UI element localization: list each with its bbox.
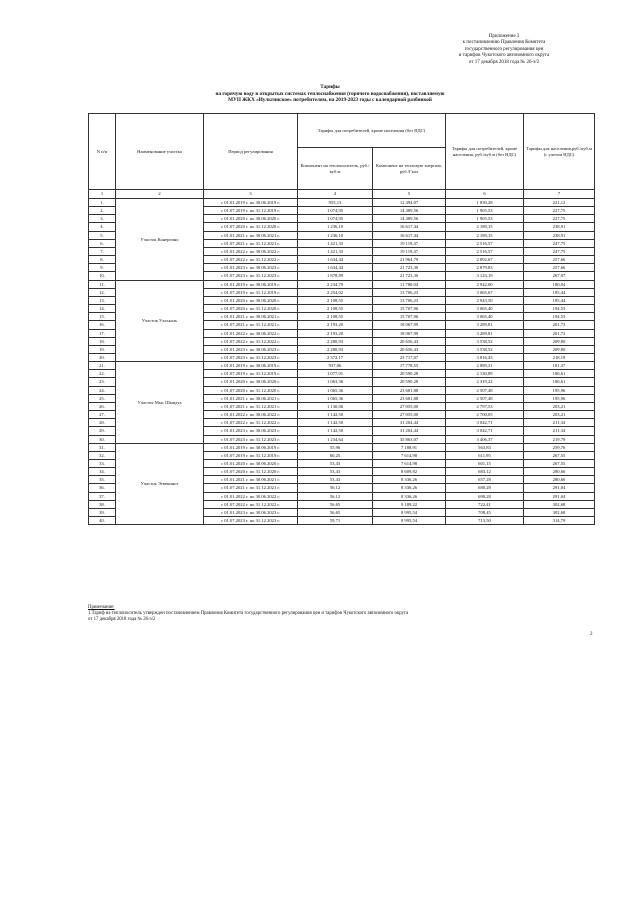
note-line: от 17 декабря 2018 года № 26-э/2 xyxy=(88,617,156,623)
carrier-value: 2 234,79 xyxy=(298,280,373,288)
row-number: 27. xyxy=(89,411,116,419)
tariff-other-value: 3 406,37 xyxy=(446,435,524,443)
tariff-other-value: 3 065,40 xyxy=(446,313,524,321)
header-tariff-population: Тарифы для населения,руб./куб.м (с учетом НДС) xyxy=(524,114,595,190)
energy-value: 19 119,47 xyxy=(373,239,446,247)
tariff-other-value: 1 905,53 xyxy=(446,207,524,215)
carrier-value: 1 074,95 xyxy=(298,207,373,215)
row-number: 29. xyxy=(89,427,116,435)
column-number: 3 xyxy=(204,190,298,199)
energy-value: 20 590,28 xyxy=(373,378,446,386)
tariff-other-value: 3 042,71 xyxy=(446,427,524,435)
appendix-line: и тарифов Чукотского автономного округа xyxy=(458,53,550,59)
period-cell: с 01.07.2023 г. по 31.12.2023 г. xyxy=(204,517,298,525)
tariff-population-value: 247,75 xyxy=(524,247,595,255)
energy-value: 17 778,55 xyxy=(373,362,446,370)
energy-value: 23 681,88 xyxy=(373,386,446,394)
period-cell: с 01.01.2023 г. по 30.06.2023 г. xyxy=(204,264,298,272)
period-cell: с 01.01.2022 г. по 30.06.2022 г. xyxy=(204,411,298,419)
tariff-population-value: 221,12 xyxy=(524,199,595,207)
row-number: 1. xyxy=(89,199,116,207)
energy-value: 15 707,96 xyxy=(373,313,446,321)
tariff-population-value: 211,34 xyxy=(524,427,595,435)
tariff-population-value: 185,44 xyxy=(524,296,595,304)
row-number: 20. xyxy=(89,353,116,361)
tariff-other-value: 708,45 xyxy=(446,508,524,516)
energy-value: 20 656,43 xyxy=(373,337,446,345)
period-cell: с 01.01.2021 г. по 30.06.2021 г. xyxy=(204,476,298,484)
row-number: 24. xyxy=(89,386,116,394)
period-cell: с 01.07.2022 г. по 31.12.2022 г. xyxy=(204,256,298,264)
tariff-other-value: 601,15 xyxy=(446,460,524,468)
row-number: 13. xyxy=(89,296,116,304)
tariff-other-value: 611,95 xyxy=(446,451,524,459)
period-cell: с 01.01.2019 г. по 30.06.2019 г. xyxy=(204,199,298,207)
header-group: Тарифы для потребителей, кроме населения (без НДС) xyxy=(298,114,446,148)
row-number: 39. xyxy=(89,508,116,516)
energy-value: 31 204,44 xyxy=(373,419,446,427)
period-cell: с 01.07.2022 г. по 31.12.2022 г. xyxy=(204,419,298,427)
energy-value: 16 617,44 xyxy=(373,231,446,239)
header-num: N п/п xyxy=(89,114,116,190)
energy-value: 8 336,26 xyxy=(373,476,446,484)
energy-value: 8 336,26 xyxy=(373,484,446,492)
period-cell: с 01.01.2020 г. по 30.06.2020 г. xyxy=(204,460,298,468)
tariff-population-value: 291,04 xyxy=(524,484,595,492)
energy-value: 18 067,99 xyxy=(373,329,446,337)
row-number: 3. xyxy=(89,215,116,223)
period-cell: с 01.07.2020 г. по 31.12.2020 г. xyxy=(204,468,298,476)
tariff-population-value: 194,53 xyxy=(524,305,595,313)
energy-value: 27 055,00 xyxy=(373,411,446,419)
period-cell: с 01.01.2019 г. по 30.06.2019 г. xyxy=(204,280,298,288)
energy-value: 21 723,30 xyxy=(373,264,446,272)
tariff-population-value: 259,76 xyxy=(524,443,595,451)
column-number-row xyxy=(89,190,595,199)
tariff-other-value: 2 892,67 xyxy=(446,256,524,264)
row-number: 38. xyxy=(89,500,116,508)
carrier-value: 955,13 xyxy=(298,199,373,207)
row-number: 5. xyxy=(89,231,116,239)
row-number: 28. xyxy=(89,419,116,427)
site-name: Участок Конергино xyxy=(116,199,204,281)
energy-value: 27 055,00 xyxy=(373,402,446,410)
energy-value: 12 494,07 xyxy=(373,199,446,207)
energy-value: 7 188,91 xyxy=(373,443,446,451)
tariff-table-body xyxy=(89,199,595,525)
column-number: 2 xyxy=(116,190,204,199)
row-number: 32. xyxy=(89,451,116,459)
row-number: 19. xyxy=(89,345,116,353)
tariff-population-value: 227,75 xyxy=(524,207,595,215)
tariff-other-value: 2 700,05 xyxy=(446,411,524,419)
row-number: 15. xyxy=(89,313,116,321)
energy-value: 21 723,30 xyxy=(373,272,446,280)
energy-value: 8 995,54 xyxy=(373,508,446,516)
energy-value: 11 780,04 xyxy=(373,280,446,288)
tariff-other-value: 1 830,28 xyxy=(446,199,524,207)
carrier-value: 1 634,44 xyxy=(298,256,373,264)
row-number: 31. xyxy=(89,443,116,451)
tariff-population-value: 211,34 xyxy=(524,419,595,427)
title-line: Тарифы xyxy=(320,84,340,90)
row-number: 11. xyxy=(89,280,116,288)
header-site: Наименование участка xyxy=(116,114,204,190)
energy-value: 19 119,47 xyxy=(373,247,446,255)
row-number: 34. xyxy=(89,468,116,476)
period-cell: с 01.01.2022 г. по 30.06.2022 г. xyxy=(204,247,298,255)
tariff-other-value: 1 905,53 xyxy=(446,215,524,223)
row-number: 25. xyxy=(89,394,116,402)
period-cell: с 01.07.2019 г. по 31.12.2019 г. xyxy=(204,370,298,378)
row-number: 14. xyxy=(89,305,116,313)
tariff-population-value: 201,73 xyxy=(524,329,595,337)
period-cell: с 01.01.2022 г. по 30.06.2022 г. xyxy=(204,492,298,500)
appendix-line: Приложение 3 xyxy=(488,34,520,39)
tariff-other-value: 2 797,53 xyxy=(446,402,524,410)
carrier-value: 53,43 xyxy=(298,460,373,468)
note-line: 1.Тариф на теплоноситель утвержден постановлением Правления Комитета государственного регулирования цен и тарифов Чукотского автономного округа xyxy=(88,611,409,617)
row-number: 22. xyxy=(89,370,116,378)
period-cell: с 01.01.2019 г. по 30.06.2019 г. xyxy=(204,362,298,370)
row-number: 9. xyxy=(89,264,116,272)
carrier-value: 1 065,36 xyxy=(298,394,373,402)
tariff-other-value: 2 516,57 xyxy=(446,247,524,255)
energy-value: 13 706,23 xyxy=(373,288,446,296)
tariff-other-value: 3 065,67 xyxy=(446,288,524,296)
carrier-value: 1 236,10 xyxy=(298,223,373,231)
energy-value: 18 067,99 xyxy=(373,321,446,329)
tariff-population-value: 291,04 xyxy=(524,492,595,500)
site-name: Участок Уэлькаль xyxy=(116,280,204,362)
tariff-other-value: 2 516,57 xyxy=(446,239,524,247)
tariff-other-value: 2 189,15 xyxy=(446,223,524,231)
period-cell: с 01.07.2021 г. по 31.12.2021 г. xyxy=(204,402,298,410)
period-cell: с 01.01.2020 г. по 30.06.2020 г. xyxy=(204,215,298,223)
carrier-value: 1 234,64 xyxy=(298,435,373,443)
tariff-other-value: 690,28 xyxy=(446,492,524,500)
energy-value: 15 707,96 xyxy=(373,305,446,313)
row-number: 2. xyxy=(89,207,116,215)
tariff-other-value: 563,83 xyxy=(446,443,524,451)
header-period: Период регулирования xyxy=(204,114,298,190)
tariff-other-value: 3 289,81 xyxy=(446,321,524,329)
tariff-population-value: 209,80 xyxy=(524,337,595,345)
row-number: 36. xyxy=(89,484,116,492)
tariff-other-value: 2 943,50 xyxy=(446,296,524,304)
column-number: 6 xyxy=(446,190,524,199)
energy-value: 7 614,98 xyxy=(373,460,446,468)
tariff-other-value: 2 507,48 xyxy=(446,386,524,394)
carrier-value: 1 142,50 xyxy=(298,419,373,427)
energy-value: 13 706,23 xyxy=(373,296,446,304)
carrier-value: 1 063,36 xyxy=(298,378,373,386)
title-line: МУП ЖКХ «Иультинское» потребителям, на 2019-2023 годы с календарной разбивкой xyxy=(228,97,432,104)
tariff-population-value: 185,44 xyxy=(524,288,595,296)
row-number: 10. xyxy=(89,272,116,280)
carrier-value: 53,43 xyxy=(298,468,373,476)
tariff-other-value: 3 816,43 xyxy=(446,353,524,361)
carrier-value: 2 254,02 xyxy=(298,288,373,296)
period-cell: с 01.01.2021 г. по 30.06.2021 г. xyxy=(204,231,298,239)
tariff-population-value: 219,79 xyxy=(524,435,595,443)
carrier-value: 55,96 xyxy=(298,443,373,451)
carrier-value: 2 372,17 xyxy=(298,353,373,361)
row-number: 26. xyxy=(89,402,116,410)
row-number: 18. xyxy=(89,337,116,345)
tariff-population-value: 302,68 xyxy=(524,508,595,516)
tariff-population-value: 195,96 xyxy=(524,386,595,394)
energy-value: 20 656,43 xyxy=(373,345,446,353)
carrier-value: 56,65 xyxy=(298,500,373,508)
tariff-population-value: 247,75 xyxy=(524,239,595,247)
site-name: Участок Эгвекинот xyxy=(116,443,204,525)
appendix-line: от 17 декабря 2018 года № 26-э/2 xyxy=(468,59,540,65)
period-cell: с 01.01.2021 г. по 30.06.2021 г. xyxy=(204,394,298,402)
tariff-population-value: 302,68 xyxy=(524,500,595,508)
period-cell: с 01.07.2019 г. по 31.12.2019 г. xyxy=(204,288,298,296)
carrier-value: 60,25 xyxy=(298,451,373,459)
energy-value: 16 617,44 xyxy=(373,223,446,231)
tariff-population-value: 280,66 xyxy=(524,468,595,476)
tariff-population-value: 267,55 xyxy=(524,451,595,459)
carrier-value: 1 077,01 xyxy=(298,370,373,378)
tariff-other-value: 2 942,00 xyxy=(446,280,524,288)
tariff-population-value: 314,79 xyxy=(524,517,595,525)
period-cell: с 01.07.2021 г. по 31.12.2021 г. xyxy=(204,239,298,247)
carrier-value: 1 634,44 xyxy=(298,264,373,272)
energy-value: 8 995,54 xyxy=(373,517,446,525)
period-cell: с 01.07.2022 г. по 31.12.2022 г. xyxy=(204,337,298,345)
column-number: 1 xyxy=(89,190,116,199)
tariff-other-value: 683,12 xyxy=(446,468,524,476)
carrier-value: 2 108,55 xyxy=(298,305,373,313)
energy-value: 8 609,82 xyxy=(373,468,446,476)
period-cell: с 01.01.2020 г. по 30.06.2020 г. xyxy=(204,378,298,386)
tariff-population-value: 186,61 xyxy=(524,370,595,378)
tariff-other-value: 2 319,22 xyxy=(446,378,524,386)
tariff-population-value: 186,61 xyxy=(524,378,595,386)
tariff-other-value: 3 538,52 xyxy=(446,337,524,345)
carrier-value: 1 236,10 xyxy=(298,231,373,239)
header-tariff-other: Тарифы для потребителей, кроме населения, руб./куб.м (без НДС) xyxy=(446,114,524,190)
carrier-value: 1 142,50 xyxy=(298,411,373,419)
table-row xyxy=(89,280,595,288)
period-cell: с 01.07.2021 г. по 31.12.2021 г. xyxy=(204,321,298,329)
tariff-population-value: 181,37 xyxy=(524,362,595,370)
carrier-value: 1 142,50 xyxy=(298,427,373,435)
tariff-other-value: 3 123,19 xyxy=(446,272,524,280)
tariff-population-value: 238,91 xyxy=(524,231,595,239)
carrier-value: 59,71 xyxy=(298,517,373,525)
table-row xyxy=(89,362,595,370)
period-cell: с 01.01.2019 г. по 30.06.2019 г. xyxy=(204,443,298,451)
table-row xyxy=(89,443,595,451)
carrier-value: 1 878,89 xyxy=(298,272,373,280)
column-number: 5 xyxy=(373,190,446,199)
energy-value: 9 189,22 xyxy=(373,500,446,508)
carrier-value: 1 421,33 xyxy=(298,247,373,255)
tariff-population-value: 257,66 xyxy=(524,256,595,264)
page-mark: 2 xyxy=(590,632,593,637)
carrier-value: 2 280,93 xyxy=(298,337,373,345)
energy-value: 31 204,44 xyxy=(373,427,446,435)
tariff-table xyxy=(88,113,595,525)
period-cell: с 01.07.2019 г. по 31.12.2019 г. xyxy=(204,207,298,215)
tariff-population-value: 201,73 xyxy=(524,321,595,329)
notes-title: Примечание: xyxy=(88,605,115,610)
row-number: 23. xyxy=(89,378,116,386)
period-cell: с 01.07.2022 г. по 31.12.2022 г. xyxy=(204,500,298,508)
period-cell: с 01.01.2022 г. по 30.06.2022 г. xyxy=(204,329,298,337)
row-number: 12. xyxy=(89,288,116,296)
carrier-value: 1 130,06 xyxy=(298,402,373,410)
tariff-other-value: 2 879,83 xyxy=(446,264,524,272)
row-number: 16. xyxy=(89,321,116,329)
energy-value: 23 681,88 xyxy=(373,394,446,402)
column-number: 7 xyxy=(524,190,595,199)
energy-value: 23 717,07 xyxy=(373,353,446,361)
period-cell: с 01.07.2020 г. по 31.12.2020 г. xyxy=(204,223,298,231)
carrier-value: 56,12 xyxy=(298,484,373,492)
table-row xyxy=(89,199,595,207)
tariff-population-value: 203,21 xyxy=(524,411,595,419)
period-cell: с 01.07.2020 г. по 31.12.2020 г. xyxy=(204,386,298,394)
row-number: 37. xyxy=(89,492,116,500)
appendix-line: к постановлению Правления Комитета xyxy=(462,40,546,46)
row-number: 6. xyxy=(89,239,116,247)
energy-value: 35 863,07 xyxy=(373,435,446,443)
tariff-other-value: 2 130,89 xyxy=(446,370,524,378)
period-cell: с 01.01.2023 г. по 30.06.2023 г. xyxy=(204,427,298,435)
tariff-population-value: 227,75 xyxy=(524,215,595,223)
carrier-value: 2 193,20 xyxy=(298,329,373,337)
row-number: 17. xyxy=(89,329,116,337)
period-cell: с 01.07.2021 г. по 31.12.2021 г. xyxy=(204,484,298,492)
tariff-other-value: 3 042,71 xyxy=(446,419,524,427)
row-number: 33. xyxy=(89,460,116,468)
site-name: Участок Мыс Шмидта xyxy=(116,362,204,444)
header-energy: Компонент на тепловую энергию, руб./Гкал xyxy=(373,148,446,190)
header-carrier: Компонент на теплоноситель, руб./куб.м xyxy=(298,148,373,190)
period-cell: с 01.07.2019 г. по 31.12.2019 г. xyxy=(204,451,298,459)
tariff-population-value: 194,53 xyxy=(524,313,595,321)
tariff-population-value: 209,80 xyxy=(524,345,595,353)
tariff-population-value: 180,04 xyxy=(524,280,595,288)
carrier-value: 1 065,36 xyxy=(298,386,373,394)
column-number: 4 xyxy=(298,190,373,199)
carrier-value: 56,65 xyxy=(298,508,373,516)
tariff-population-value: 218,19 xyxy=(524,353,595,361)
tariff-population-value: 280,66 xyxy=(524,476,595,484)
carrier-value: 53,43 xyxy=(298,476,373,484)
energy-value: 7 614,98 xyxy=(373,451,446,459)
period-cell: с 01.01.2021 г. по 30.06.2021 г. xyxy=(204,313,298,321)
row-number: 8. xyxy=(89,256,116,264)
tariff-other-value: 3 289,81 xyxy=(446,329,524,337)
document-title xyxy=(80,84,580,104)
carrier-value: 937,06 xyxy=(298,362,373,370)
period-cell: с 01.01.2020 г. по 30.06.2020 г. xyxy=(204,296,298,304)
row-number: 7. xyxy=(89,247,116,255)
period-cell: с 01.07.2023 г. по 31.12.2023 г. xyxy=(204,272,298,280)
tariff-other-value: 722,41 xyxy=(446,500,524,508)
period-cell: с 01.01.2023 г. по 30.06.2023 г. xyxy=(204,508,298,516)
energy-value: 20 590,28 xyxy=(373,370,446,378)
title-line: на горячую воду в открытых системах теплоснабжения (горячего водоснабжения), поставляемую xyxy=(215,90,445,97)
row-number: 30. xyxy=(89,435,116,443)
tariff-population-value: 267,97 xyxy=(524,272,595,280)
row-number: 4. xyxy=(89,223,116,231)
tariff-other-value: 713,50 xyxy=(446,517,524,525)
carrier-value: 2 108,55 xyxy=(298,296,373,304)
appendix-header xyxy=(404,34,604,66)
tariff-population-value: 203,21 xyxy=(524,402,595,410)
tariff-other-value: 2 507,48 xyxy=(446,394,524,402)
energy-value: 14 489,56 xyxy=(373,215,446,223)
energy-value: 8 336,26 xyxy=(373,492,446,500)
carrier-value: 1 421,33 xyxy=(298,239,373,247)
row-number: 40. xyxy=(89,517,116,525)
period-cell: с 01.07.2023 г. по 31.12.2023 г. xyxy=(204,435,298,443)
tariff-other-value: 2 089,31 xyxy=(446,362,524,370)
carrier-value: 2 108,55 xyxy=(298,313,373,321)
tariff-other-value: 2 189,15 xyxy=(446,231,524,239)
tariff-other-value: 680,28 xyxy=(446,484,524,492)
period-cell: с 01.07.2023 г. по 31.12.2023 г. xyxy=(204,353,298,361)
appendix-line: государственного регулирования цен xyxy=(464,46,544,52)
tariff-other-value: 3 538,52 xyxy=(446,345,524,353)
row-number: 35. xyxy=(89,476,116,484)
tariff-population-value: 238,91 xyxy=(524,223,595,231)
tariff-population-value: 195,96 xyxy=(524,394,595,402)
carrier-value: 2 280,93 xyxy=(298,345,373,353)
tariff-population-value: 257,66 xyxy=(524,264,595,272)
carrier-value: 2 193,20 xyxy=(298,321,373,329)
notes xyxy=(88,605,588,624)
period-cell: с 01.01.2023 г. по 30.06.2023 г. xyxy=(204,345,298,353)
tariff-population-value: 267,55 xyxy=(524,460,595,468)
period-cell: с 01.07.2020 г. по 31.12.2020 г. xyxy=(204,305,298,313)
carrier-value: 1 074,95 xyxy=(298,215,373,223)
tariff-other-value: 3 065,40 xyxy=(446,305,524,313)
energy-value: 21 964,79 xyxy=(373,256,446,264)
row-number: 21. xyxy=(89,362,116,370)
tariff-other-value: 657,28 xyxy=(446,476,524,484)
energy-value: 14 489,56 xyxy=(373,207,446,215)
carrier-value: 56,12 xyxy=(298,492,373,500)
